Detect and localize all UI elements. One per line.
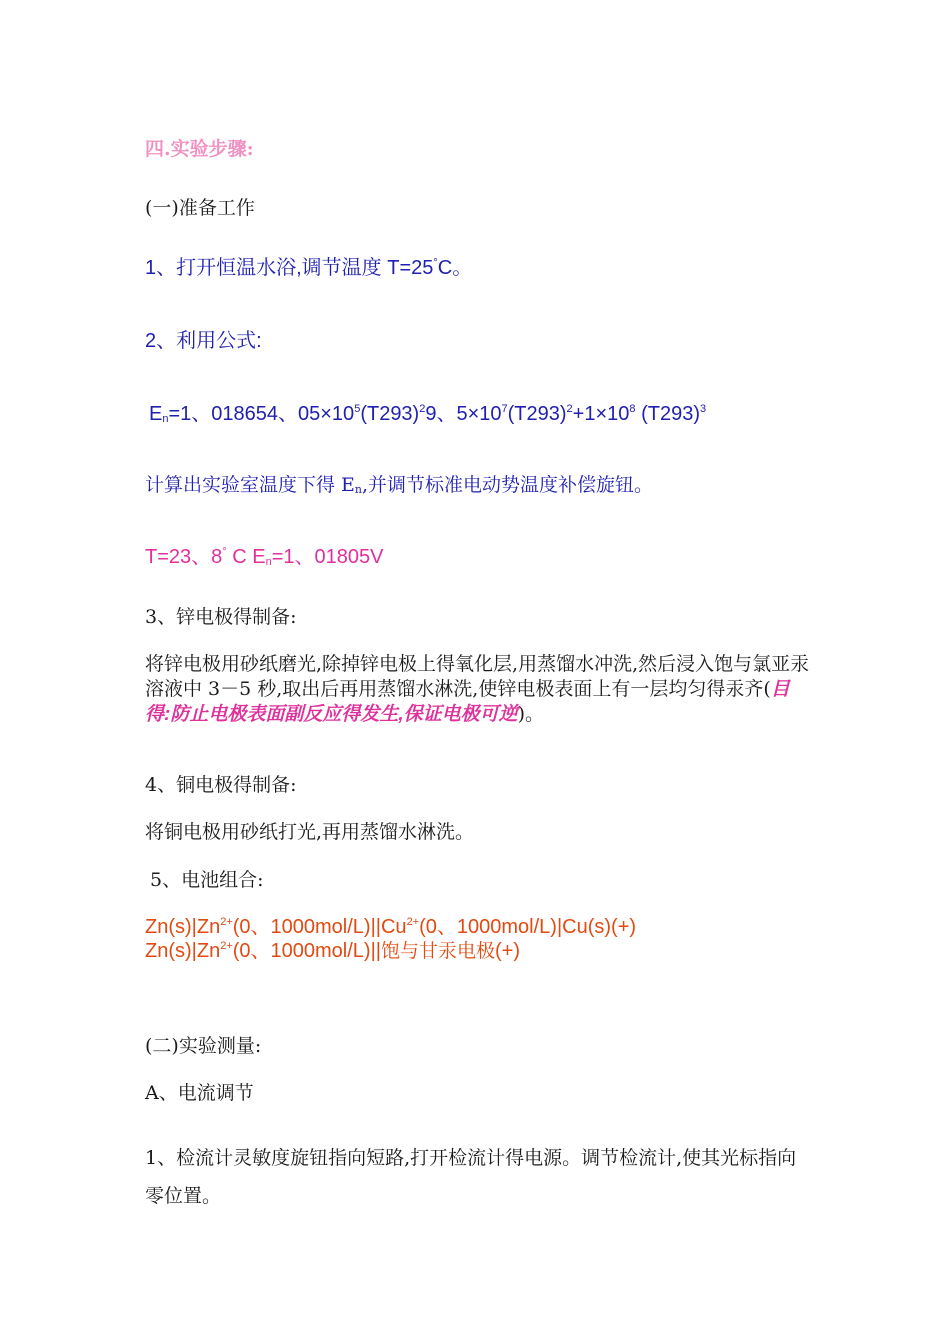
prep-heading: (一)准备工作 <box>145 197 255 219</box>
formula-sup2: 2 <box>419 403 426 415</box>
zinc-text: 将锌电极用砂纸磨光,除掉锌电极上得氧化层,用蒸馏水冲洗,然后浸入饱与氯亚汞溶液中 3－5 秒,取出后再用蒸馏水淋洗,使锌电极表面上有一层均匀得汞齐( <box>145 653 810 700</box>
measure-heading: (二)实验测量: <box>145 1035 262 1057</box>
formula <box>149 404 706 424</box>
formula-sup6: 3 <box>700 403 707 415</box>
step1-end: C。 <box>437 257 473 279</box>
formula-d: (T293) <box>507 403 567 425</box>
temp-line <box>145 547 383 567</box>
cell2-c: 饱与甘汞电极 <box>380 940 495 962</box>
calc-b: ,并调节标准电动势温度补偿旋钮。 <box>362 474 654 496</box>
zinc-paragraph <box>145 652 810 727</box>
temp-c: =1、01805V <box>271 546 384 568</box>
formula-f: (T293) <box>635 403 700 425</box>
section-heading: 四.实验步骤: <box>145 138 254 160</box>
formula-sup5: 8 <box>629 403 636 415</box>
current-step1-text: 1、检流计灵敏度旋钮指向短路,打开检流计得电源。调节检流计,使其光标指向零位置。 <box>145 1147 797 1207</box>
step3: 3、锌电极得制备: <box>145 606 297 628</box>
cell2-b: (0、1000mol/L)|| <box>232 940 381 962</box>
cell1-s2: 2+ <box>406 916 420 928</box>
calc-n: n <box>354 483 363 496</box>
formula-sup1: 5 <box>354 403 361 415</box>
step1 <box>145 258 472 278</box>
cell-line-2 <box>145 941 520 961</box>
formula-e: E <box>149 403 163 425</box>
step1-degree: ° <box>433 257 438 269</box>
copper-paragraph: 将铜电极用砂纸打光,再用蒸馏水淋洗。 <box>145 821 475 843</box>
cell2-a: Zn(s)|Zn <box>145 940 221 962</box>
step1-text: 1、打开恒温水浴,调节温度 T=25 <box>145 257 434 279</box>
cell1-s1: 2+ <box>220 916 233 928</box>
step5: 5、电池组合: <box>150 869 264 891</box>
cell-line-1 <box>145 917 636 937</box>
zinc-purpose: 目得:防止电极表面副反应得发生,保证电极可逆 <box>145 679 790 725</box>
calc-line <box>145 476 653 495</box>
current-heading: A、电流调节 <box>145 1082 254 1104</box>
temp-n: n <box>265 556 272 568</box>
step4: 4、铜电极得制备: <box>145 774 297 796</box>
temp-deg: ° <box>222 546 227 558</box>
cell1-c: (0、1000mol/L)|Cu(s)(+) <box>419 916 637 938</box>
formula-sup4: 2 <box>566 403 573 415</box>
zinc-end: )。 <box>517 703 545 725</box>
current-step1 <box>145 1139 805 1215</box>
step2: 2、利用公式: <box>145 330 262 352</box>
cell2-d: (+) <box>495 940 520 962</box>
formula-a: =1、018654、05×10 <box>168 403 355 425</box>
formula-n: n <box>162 413 169 425</box>
formula-sup3: 7 <box>501 403 508 415</box>
formula-b: (T293) <box>360 403 420 425</box>
cell1-a: Zn(s)|Zn <box>145 916 221 938</box>
formula-c: 9、5×10 <box>425 403 502 425</box>
calc-a: 计算出实验室温度下得 E <box>145 474 355 496</box>
formula-e2: +1×10 <box>572 403 630 425</box>
temp-b: C E <box>226 546 266 568</box>
cell2-s1: 2+ <box>220 940 233 952</box>
cell1-b: (0、1000mol/L)||Cu <box>232 916 407 938</box>
temp-a: T=23、8 <box>145 546 223 568</box>
